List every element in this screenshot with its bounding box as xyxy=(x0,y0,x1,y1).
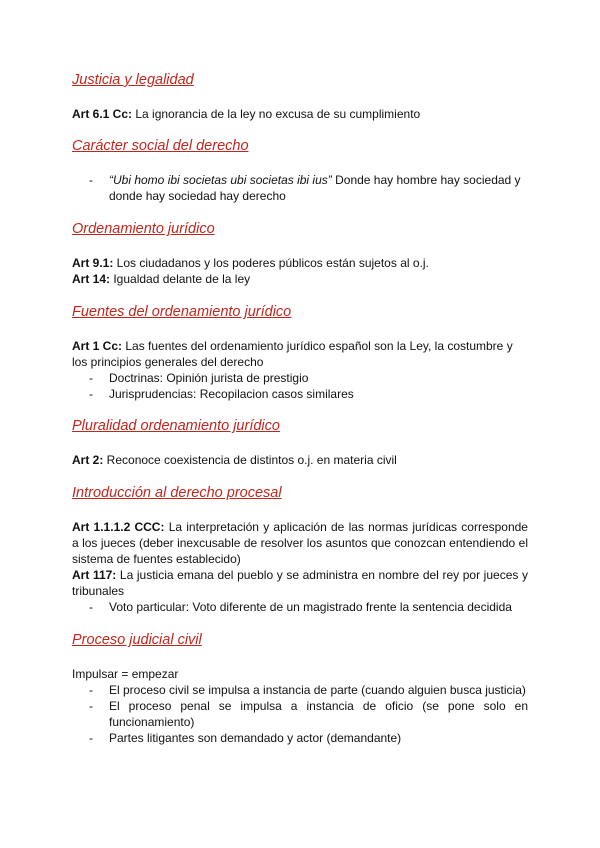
article-text: Las fuentes del ordenamiento jurídico español son la Ley, la costumbre y los principios generales del derecho xyxy=(72,339,513,369)
article-label: Art 6.1 Cc: xyxy=(72,107,133,121)
section-ordenamiento xyxy=(72,219,528,287)
article-label: Art 9.1: xyxy=(72,256,114,270)
bullet-list xyxy=(72,682,528,746)
article-label: Art 1.1.1.2 CCC: xyxy=(72,520,165,534)
article-label: Art 2: xyxy=(72,453,104,467)
article-paragraph xyxy=(72,106,528,122)
article-text: Igualdad delante de la ley xyxy=(110,272,251,286)
section-heading: Carácter social del derecho xyxy=(72,138,249,154)
article-paragraph xyxy=(72,255,528,271)
article-text: La justicia emana del pueblo y se administra en nombre del rey por jueces y tribunales xyxy=(72,568,528,598)
plain-paragraph: Impulsar = empezar xyxy=(72,667,179,681)
section-heading: Proceso judicial civil xyxy=(72,632,202,648)
section-heading: Pluralidad ordenamiento jurídico xyxy=(72,418,280,434)
article-label: Art 14: xyxy=(72,272,111,286)
bullet-list xyxy=(72,172,528,204)
latin-quote: “Ubi homo ibi societas ubi societas ibi ius” xyxy=(109,173,332,187)
section-heading: Justicia y legalidad xyxy=(72,72,194,88)
section-heading: Introducción al derecho procesal xyxy=(72,485,282,501)
article-text: Reconoce coexistencia de distintos o.j. en materia civil xyxy=(103,453,397,467)
list-item: - Voto particular: Voto diferente de un magistrado frente la sentencia decidida xyxy=(72,599,528,615)
list-item: - Doctrinas: Opinión jurista de prestigio xyxy=(72,370,528,386)
section-justicia xyxy=(72,70,528,122)
section-proceso-civil xyxy=(72,630,528,746)
article-paragraph xyxy=(72,452,528,468)
article-paragraph xyxy=(72,567,528,599)
list-item: - El proceso penal se impulsa a instancia de oficio (se pone solo en funcionamiento) xyxy=(72,698,528,730)
article-text: Los ciudadanos y los poderes públicos están sujetos al o.j. xyxy=(113,256,429,270)
section-pluralidad xyxy=(72,416,528,468)
section-derecho-procesal xyxy=(72,483,528,615)
section-fuentes xyxy=(72,302,528,402)
list-item: - Partes litigantes son demandado y actor (demandante) xyxy=(72,730,528,746)
section-caracter-social xyxy=(72,136,528,204)
section-heading: Fuentes del ordenamiento jurídico xyxy=(72,304,292,320)
list-item-text: Donde hay hombre hay sociedad y donde hay sociedad hay derecho xyxy=(109,173,521,203)
list-item: - El proceso civil se impulsa a instancia de parte (cuando alguien busca justicia) xyxy=(72,682,528,698)
section-heading: Ordenamiento jurídico xyxy=(72,221,215,237)
article-paragraph xyxy=(72,271,528,287)
article-text: La ignorancia de la ley no excusa de su cumplimiento xyxy=(132,107,421,121)
list-item xyxy=(72,172,528,204)
bullet-list xyxy=(72,599,528,615)
article-text: La interpretación y aplicación de las normas jurídicas corresponde a los jueces (deber inexcusable de resolver los asuntos que conozcan entendiendo el sistema de fuentes establecido) xyxy=(72,520,528,566)
article-paragraph xyxy=(72,338,528,370)
article-label: Art 117: xyxy=(72,568,117,582)
list-item: - Jurisprudencias: Recopilacion casos similares xyxy=(72,386,528,402)
article-paragraph xyxy=(72,519,528,567)
article-label: Art 1 Cc: xyxy=(72,339,123,353)
bullet-list xyxy=(72,370,528,402)
